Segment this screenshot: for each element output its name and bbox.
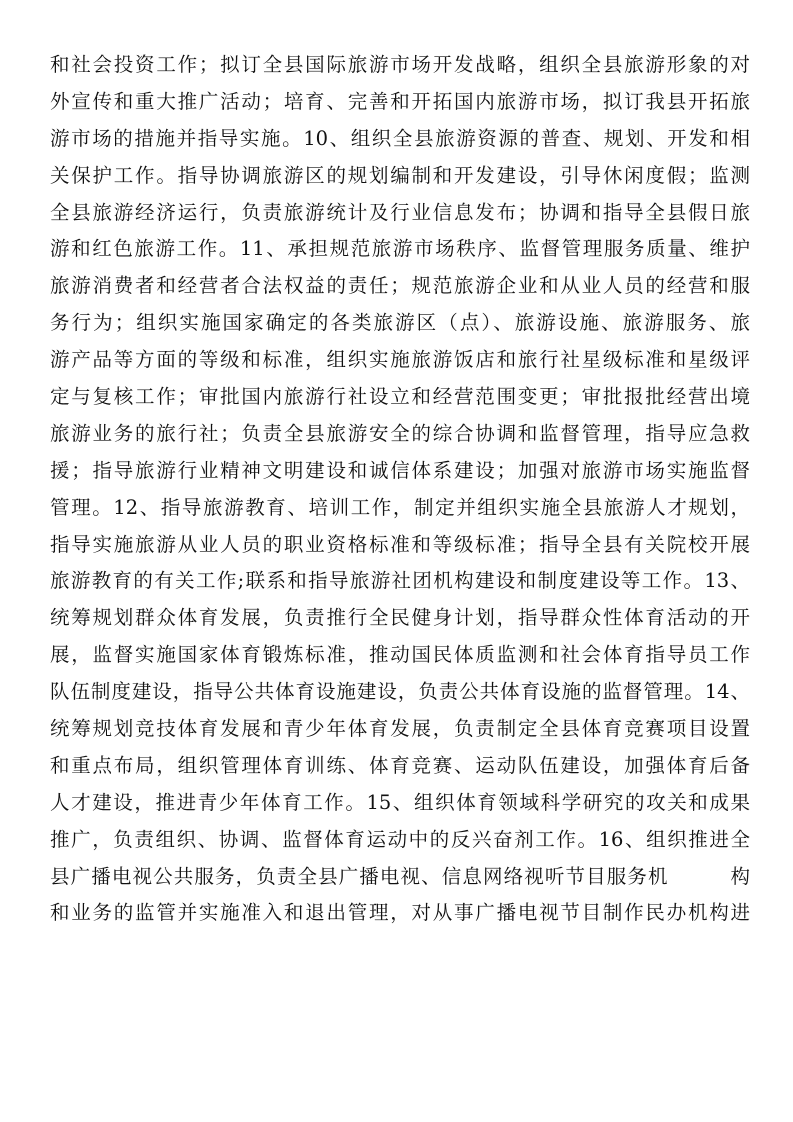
text-line: 游市场的措施并指导实施。10、组织全县旅游资源的普查、规划、开发和相 xyxy=(50,126,750,150)
text-line: 和业务的监管并实施准入和退出管理，对从事广播电视节目制作民办机构进 xyxy=(50,901,750,925)
text-line: 展，监督实施国家体育锻炼标准，推动国民体质监测和社会体育指导员工作 xyxy=(50,643,750,667)
text-line: 管理。12、指导旅游教育、培训工作，制定并组织实施全县旅游人才规划， xyxy=(50,495,750,519)
text-line: 和社会投资工作；拟订全县国际旅游市场开发战略，组织全县旅游形象的对 xyxy=(50,53,750,76)
text-line: 游产品等方面的等级和标准，组织实施旅游饭店和旅行社星级标准和星级评 xyxy=(50,348,750,372)
text-line: 外宣传和重大推广活动；培育、完善和开拓国内旅游市场，拟订我县开拓旅 xyxy=(50,89,750,113)
text-line: 和重点布局，组织管理体育训练、体育竞赛、运动队伍建设，加强体育后备 xyxy=(50,753,750,777)
text-line: 全县旅游经济运行，负责旅游统计及行业信息发布；协调和指导全县假日旅 xyxy=(50,200,750,224)
text-line: 旅游消费者和经营者合法权益的责任；规范旅游企业和从业人员的经营和服 xyxy=(50,274,750,298)
body-text xyxy=(50,47,750,932)
text-line: 统筹规划竞技体育发展和青少年体育发展，负责制定全县体育竞赛项目设置 xyxy=(50,717,750,741)
text-line: 统筹规划群众体育发展，负责推行全民健身计划，指导群众性体育活动的开 xyxy=(50,606,750,630)
text-line: 旅游业务的旅行社；负责全县旅游安全的综合协调和监督管理，指导应急救 xyxy=(50,421,750,445)
text-line: 定与复核工作；审批国内旅游行社设立和经营范围变更；审批报批经营出境 xyxy=(50,385,750,409)
text-line: 县广播电视公共服务，负责全县广播电视、信息网络视听节目服务机 构 xyxy=(50,864,750,888)
text-line: 人才建设，推进青少年体育工作。15、组织体育领域科学研究的攻关和成果 xyxy=(50,790,750,814)
text-line: 游和红色旅游工作。11、承担规范旅游市场秩序、监督管理服务质量、维护 xyxy=(50,237,750,261)
text-line: 关保护工作。指导协调旅游区的规划编制和开发建设，引导休闲度假；监测 xyxy=(50,163,750,187)
text-line: 务行为；组织实施国家确定的各类旅游区（点）、旅游设施、旅游服务、旅 xyxy=(50,311,750,335)
text-line: 援；指导旅游行业精神文明建设和诚信体系建设；加强对旅游市场实施监督 xyxy=(50,458,750,482)
text-line: 队伍制度建设，指导公共体育设施建设，负责公共体育设施的监督管理。14、 xyxy=(50,680,750,704)
text-line: 旅游教育的有关工作;联系和指导旅游社团机构建设和制度建设等工作。13、 xyxy=(50,569,750,593)
text-line: 推广，负责组织、协调、监督体育运动中的反兴奋剂工作。16、组织推进全 xyxy=(50,827,750,851)
text-line: 指导实施旅游从业人员的职业资格标准和等级标准；指导全县有关院校开展 xyxy=(50,532,750,556)
